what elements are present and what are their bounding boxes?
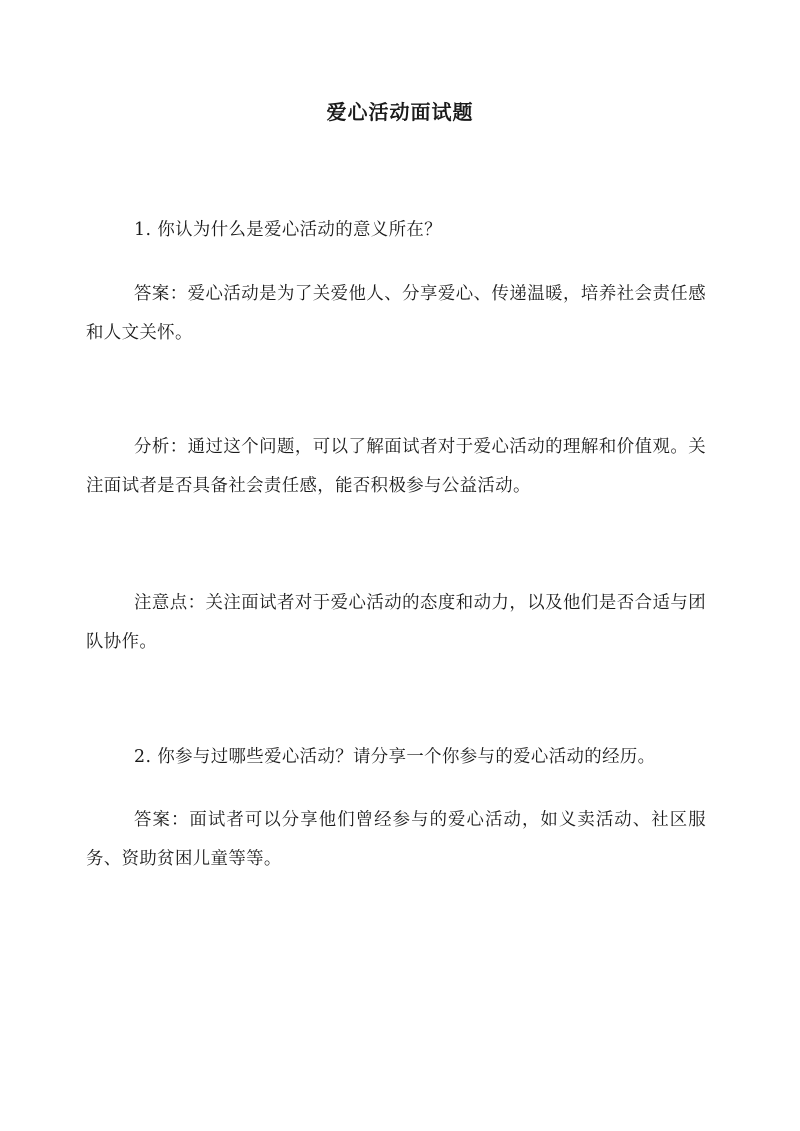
question-2: 2. 你参与过哪些爱心活动？请分享一个你参与的爱心活动的经历。 <box>134 747 656 767</box>
analysis-1: 分析：通过这个问题，可以了解面试者对于爱心活动的理解和价值观。关注面试者是否具备社会责任感，能否积极参与公益活动。 <box>86 437 706 496</box>
note-1: 注意点：关注面试者对于爱心活动的态度和动力，以及他们是否合适与团队协作。 <box>86 593 706 652</box>
answer-2: 答案：面试者可以分享他们曾经参与的爱心活动，如义卖活动、社区服务、资助贫困儿童等等。 <box>86 810 706 869</box>
document-title: 爱心活动面试题 <box>326 100 474 124</box>
answer-1: 答案：爱心活动是为了关爱他人、分享爱心、传递温暖，培养社会责任感和人文关怀。 <box>86 284 706 343</box>
question-1: 1. 你认为什么是爱心活动的意义所在？ <box>134 220 442 240</box>
